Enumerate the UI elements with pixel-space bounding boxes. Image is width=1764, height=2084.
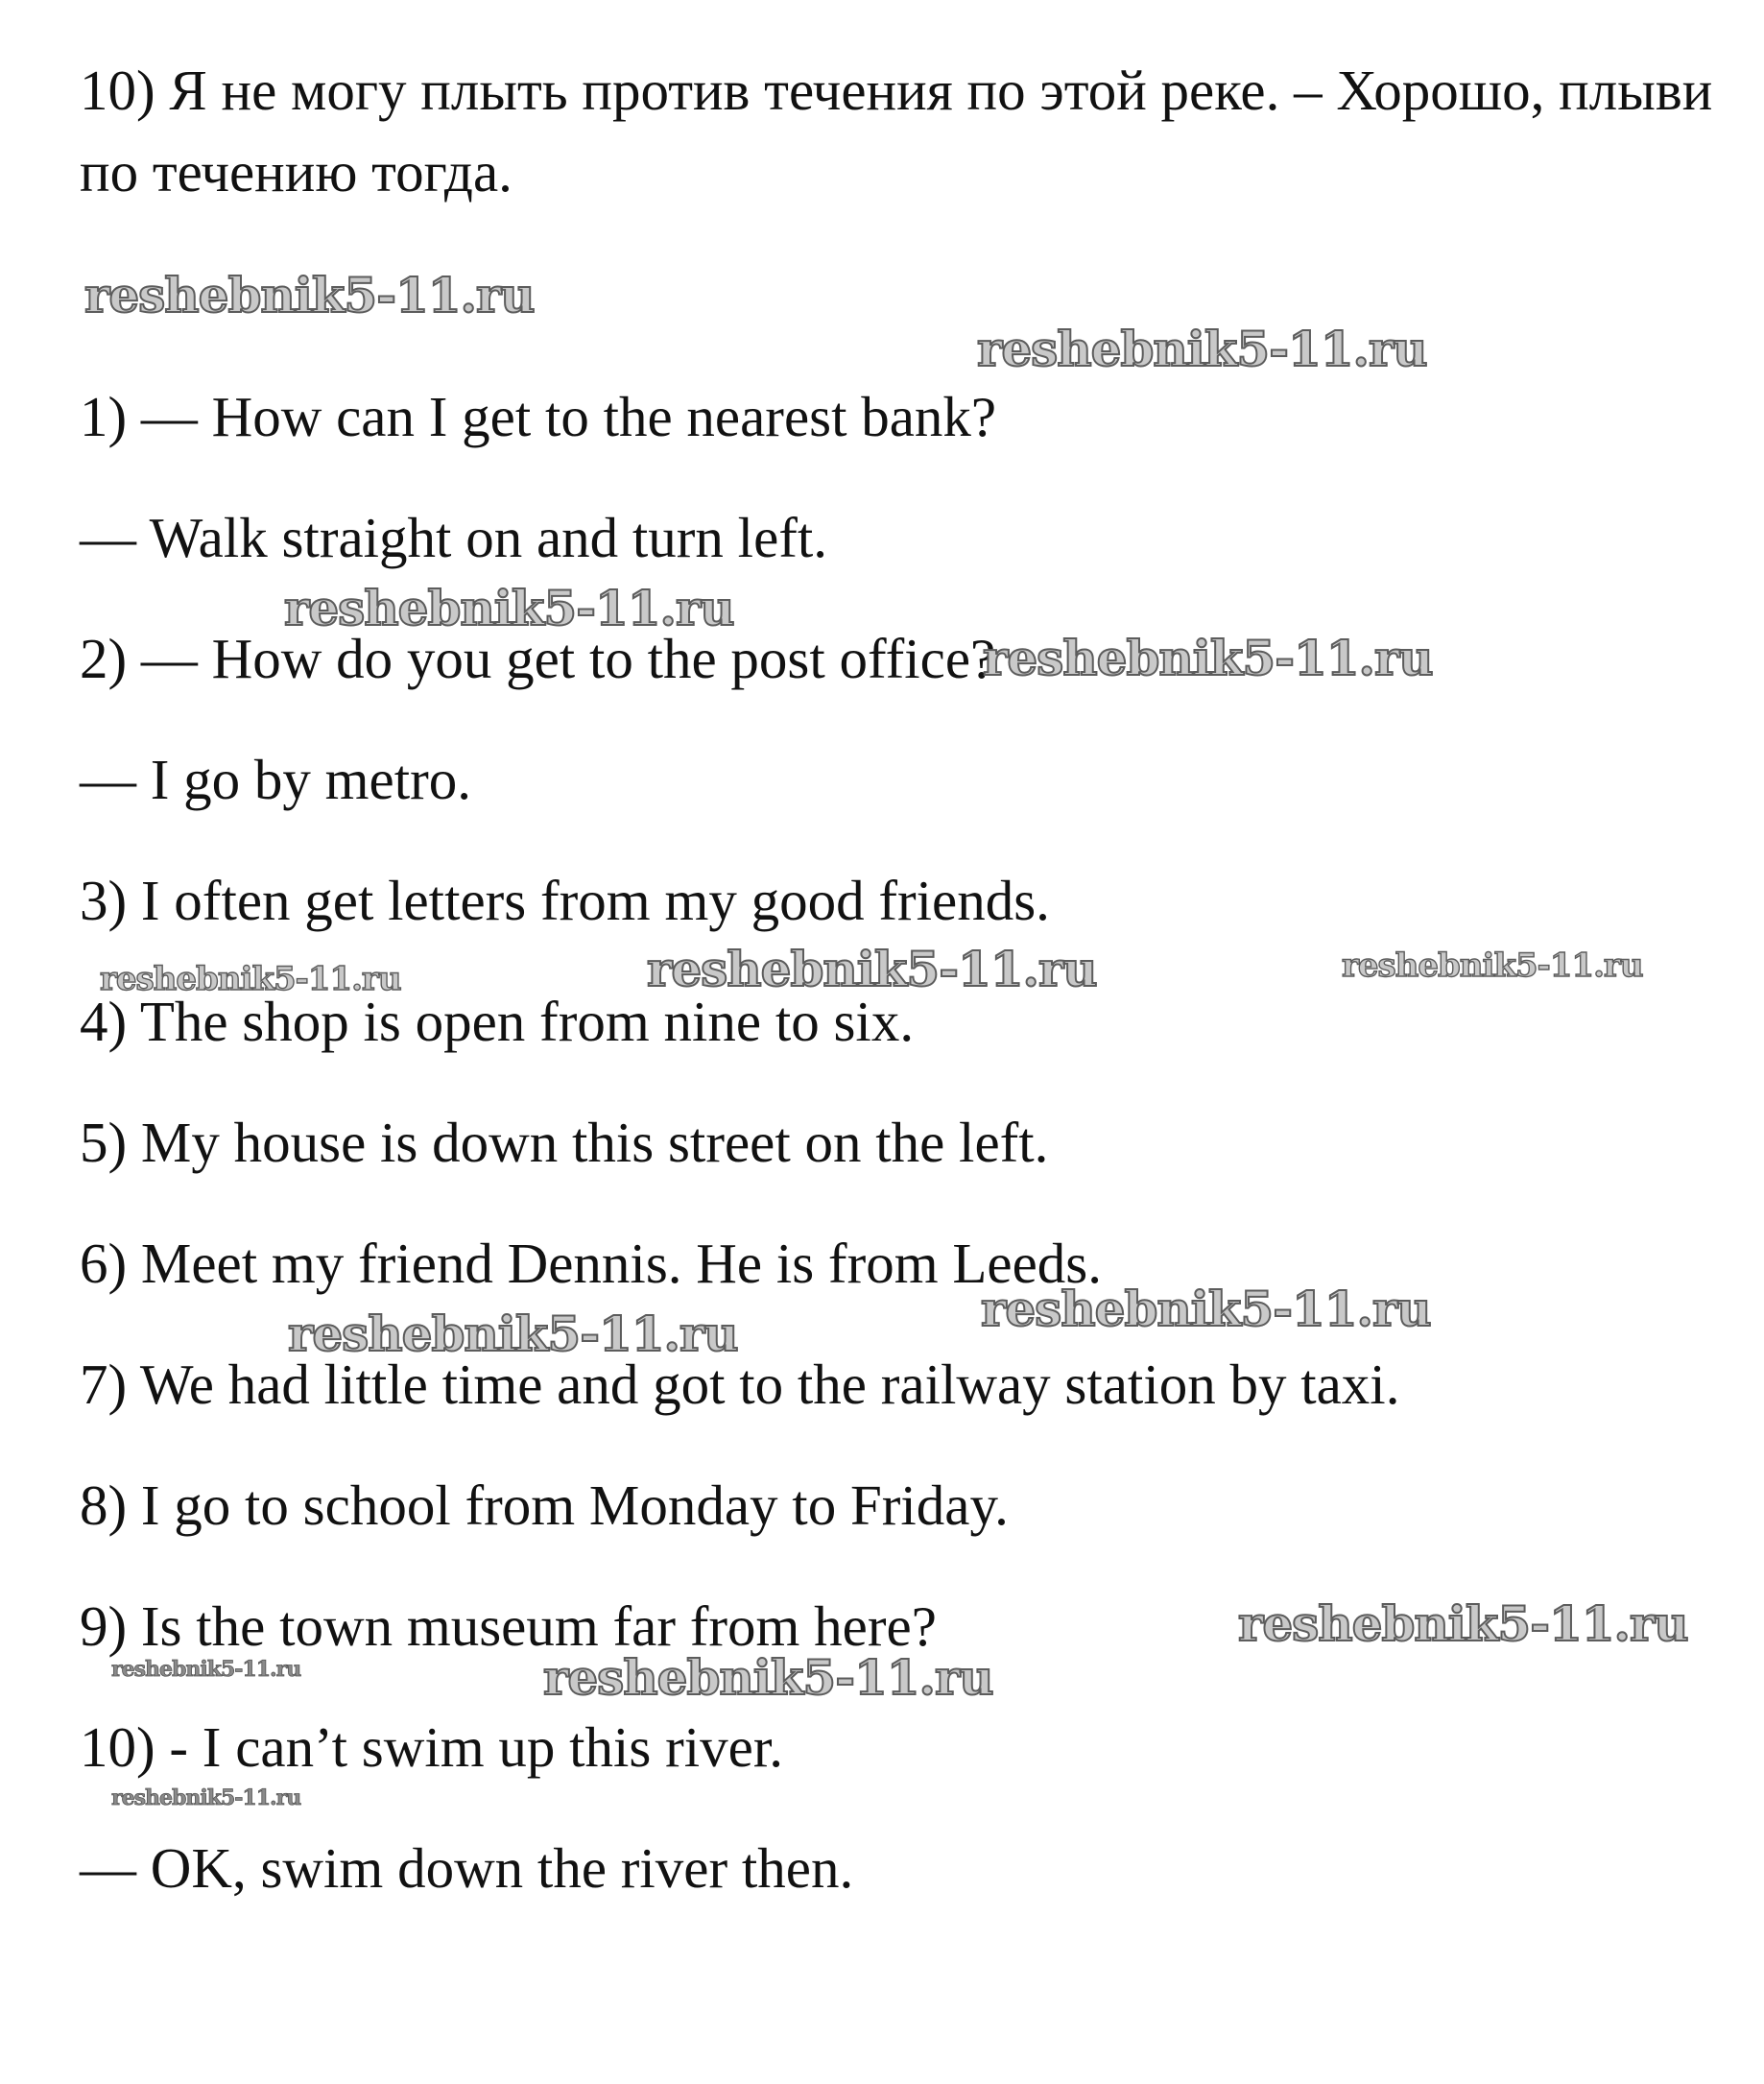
watermark: reshebnik5-11.ru bbox=[284, 580, 734, 636]
text-line: 10) Я не могу плыть против течения по этой реке. – Хорошо, плыви bbox=[80, 59, 1713, 122]
watermark: reshebnik5-11.ru bbox=[1238, 1595, 1688, 1652]
text-line: — I go by metro. bbox=[80, 748, 472, 811]
watermark: reshebnik5-11.ru bbox=[981, 1281, 1431, 1337]
text-line: 3) I often get letters from my good friends. bbox=[80, 869, 1050, 932]
watermark: reshebnik5-11.ru bbox=[977, 321, 1427, 377]
text-line: — Walk straight on and turn left. bbox=[80, 506, 828, 569]
watermark: reshebnik5-11.ru bbox=[288, 1305, 738, 1362]
text-line: 9) Is the town museum far from here? bbox=[80, 1594, 937, 1658]
watermark: reshebnik5-11.ru bbox=[100, 960, 401, 998]
text-line: 8) I go to school from Monday to Friday. bbox=[80, 1473, 1009, 1537]
watermark: reshebnik5-11.ru bbox=[1342, 946, 1643, 985]
text-line: по течению тогда. bbox=[80, 140, 513, 204]
text-line: 10) - I can’t swim up this river. bbox=[80, 1715, 784, 1779]
watermark: reshebnik5-11.ru bbox=[543, 1649, 993, 1706]
text-line: 7) We had little time and got to the railway station by taxi. bbox=[80, 1353, 1400, 1416]
text-line: 1) — How can I get to the nearest bank? bbox=[80, 385, 997, 448]
text-line: 4) The shop is open from nine to six. bbox=[80, 990, 915, 1053]
watermark: reshebnik5-11.ru bbox=[111, 1785, 301, 1810]
watermark: reshebnik5-11.ru bbox=[84, 267, 535, 323]
text-line: 6) Meet my friend Dennis. He is from Leeds. bbox=[80, 1232, 1102, 1295]
watermark: reshebnik5-11.ru bbox=[111, 1657, 301, 1682]
watermark: reshebnik5-11.ru bbox=[983, 630, 1433, 686]
watermark: reshebnik5-11.ru bbox=[647, 941, 1097, 997]
text-line: — OK, swim down the river then. bbox=[80, 1836, 854, 1900]
text-line: 5) My house is down this street on the left. bbox=[80, 1111, 1049, 1174]
text-line: 2) — How do you get to the post office? bbox=[80, 627, 996, 690]
